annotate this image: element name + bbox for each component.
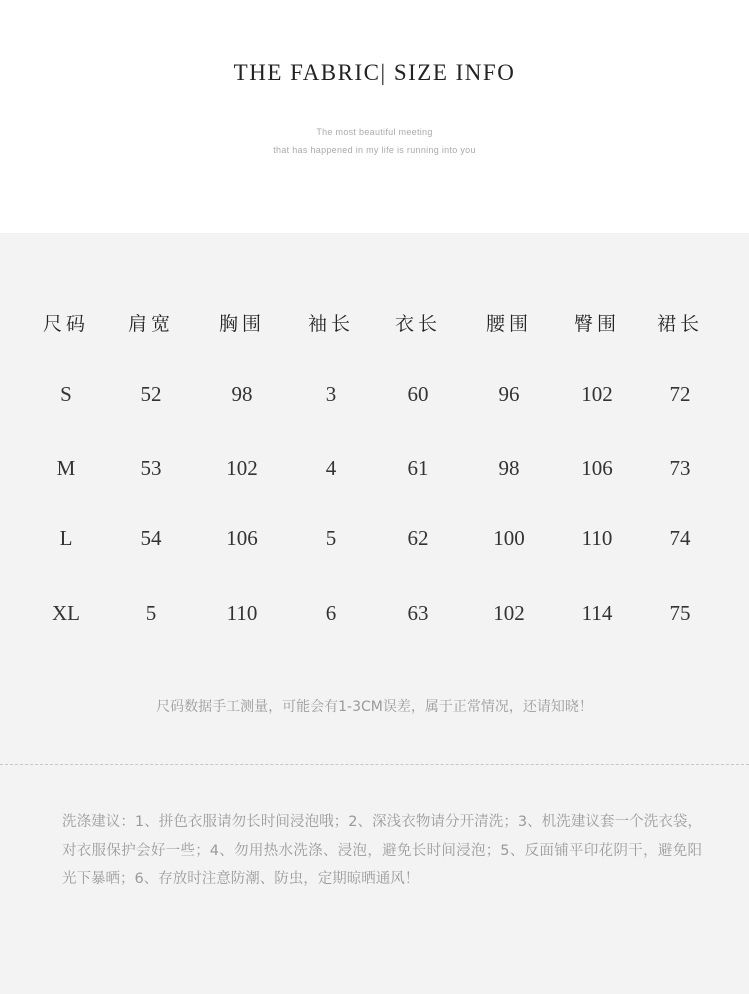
size-value-cell: 98 [231, 382, 253, 406]
size-table-header-cell: 肩宽 [127, 313, 174, 335]
subtitle-line-1: The most beautiful meeting [316, 127, 433, 137]
size-value-cell: 52 [140, 382, 162, 406]
size-value-cell: 114 [581, 601, 613, 625]
size-value-cell: 61 [407, 456, 429, 480]
size-value-cell: 5 [325, 526, 337, 550]
size-value-cell: 6 [325, 601, 337, 625]
size-value-cell: 4 [325, 456, 337, 480]
dashed-divider [0, 764, 749, 765]
size-table-header-cell: 腰围 [485, 313, 532, 335]
size-table-header-cell: 胸围 [218, 313, 265, 335]
measurement-note: 尺码数据手工测量，可能会有1-3CM误差，属于正常情况，还请知晓！ [156, 699, 593, 715]
size-label-cell: S [60, 382, 72, 406]
size-value-cell: 62 [407, 526, 429, 550]
size-value-cell: 3 [325, 382, 337, 406]
size-value-cell: 74 [669, 526, 691, 550]
size-value-cell: 102 [581, 382, 613, 406]
size-value-cell: 110 [226, 601, 258, 625]
page-title: THE FABRIC| SIZE INFO [233, 60, 516, 85]
size-value-cell: 102 [493, 601, 525, 625]
size-value-cell: 72 [669, 382, 691, 406]
size-value-cell: 63 [407, 601, 429, 625]
size-value-cell: 73 [669, 456, 691, 480]
page-header [0, 0, 749, 233]
size-label-cell: L [59, 526, 73, 550]
size-value-cell: 96 [498, 382, 520, 406]
size-value-cell: 106 [226, 526, 258, 550]
size-table-header-cell: 裙长 [656, 313, 703, 335]
subtitle-line-2: that has happened in my life is running into you [273, 145, 476, 155]
size-value-cell: 102 [226, 456, 258, 480]
size-value-cell: 98 [498, 456, 520, 480]
size-table-header-cell: 尺码 [42, 313, 89, 335]
size-value-cell: 60 [407, 382, 429, 406]
size-table-header-cell: 衣长 [394, 313, 441, 335]
size-value-cell: 5 [145, 601, 157, 625]
size-value-cell: 106 [581, 456, 613, 480]
size-value-cell: 53 [140, 456, 162, 480]
size-value-cell: 110 [581, 526, 613, 550]
size-label-cell: M [56, 456, 76, 480]
size-table-header-cell: 袖长 [307, 313, 354, 335]
size-value-cell: 54 [140, 526, 162, 550]
size-table-header-cell: 臀围 [573, 313, 620, 335]
size-value-cell: 75 [669, 601, 691, 625]
care-instructions: 洗涤建议：1、拼色衣服请勿长时间浸泡哦；2、深浅衣物请分开清洗；3、机洗建议套一个洗衣袋，对衣服保护会好一些；4、勿用热水洗涤、浸泡，避免长时间浸泡；5、反面铺平印花阴干，避免阳光下暴晒；6、存放时注意防潮、防虫，定期晾晒通风！ [62, 814, 702, 887]
size-value-cell: 100 [493, 526, 525, 550]
size-label-cell: XL [52, 601, 80, 625]
